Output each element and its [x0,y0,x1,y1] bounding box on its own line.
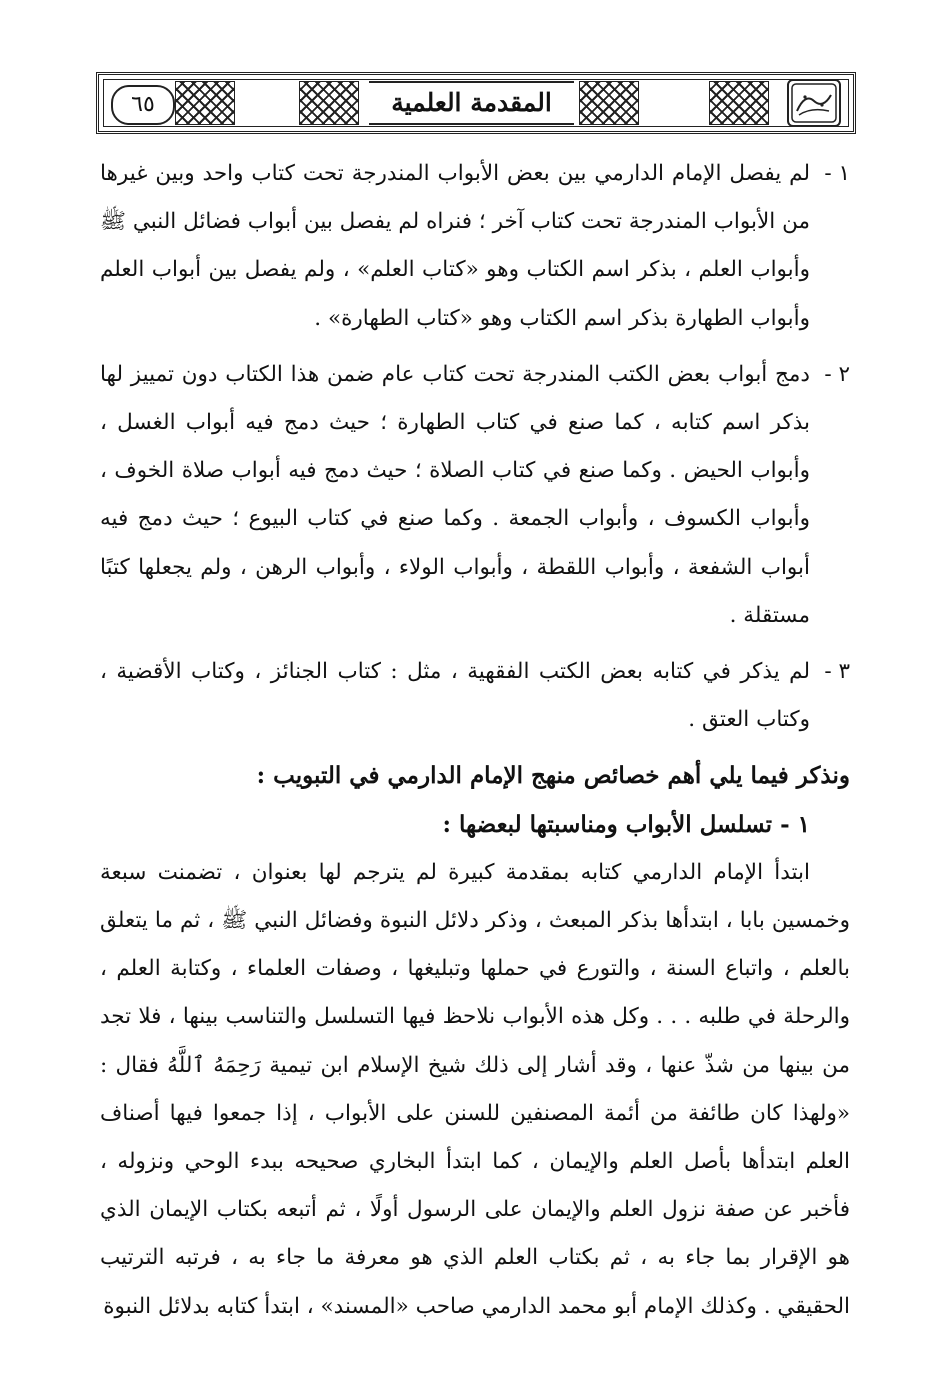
running-title: المقدمة العلمية [369,81,574,125]
ornament-right-icon [709,81,769,125]
list-item-number: ٣ - [824,659,850,685]
list-item [100,648,850,744]
page-body [100,150,850,1331]
body-paragraph: ابتدأ الإمام الدارمي كتابه بمقدمة كبيرة لم يترجم لها بعنوان ، تضمنت سبعة وخمسين بابا ، ابتدأها بذكر المبعث ، وذكر دلائل النبوة وفضائل النبي ﷺ ، ثم ما يتعلق بالعلم ، واتباع السنة ، والتورع في حملها وتبليغها ، وصفات العلماء ، وكتابة العلم ، والرحلة في طلبه . . . وكل هذه الأبواب نلاحظ فيها التسلسل والتناسب بينها ، فلا تجد من بينها من شذّ عنها ، وقد أشار إلى ذلك شيخ الإسلام ابن تيمية رَحِمَهُ ٱللَّهُ فقال : «ولهذا كان طائفة من أئمة المصنفين للسنن على الأبواب ، إذا جمعوا فيها أصناف العلم ابتدأها بأصل العلم والإيمان ، كما ابتدأ البخاري صحيحه ببدء الوحي ونزوله ، فأخبر عن صفة نزول العلم والإيمان على الرسول أولًا ، ثم أتبعه بكتاب الإيمان الذي هو الإقرار بما جاء به ، ثم بكتاب العلم الذي هو معرفة ما جاء به ، فرتبه الترتيب الحقيقي . وكذلك الإمام أبو محمد الدارمي صاحب «المسند» ، ابتدأ كتابه بدلائل النبوة [100,859,850,1319]
page-header [96,72,856,134]
list-item-text: لم يفصل الإمام الدارمي بين بعض الأبواب المندرجة تحت كتاب واحد وبين غيرها من الأبواب المندرجة تحت كتاب آخر ؛ فنراه لم يفصل بين أبواب فضائل النبي ﷺ وأبواب العلم ، بذكر اسم الكتاب وهو «كتاب العلم» ، ولم يفصل بين أبواب العلم وأبواب الطهارة بذكر اسم الكتاب وهو «كتاب الطهارة» . [100,161,810,331]
ornament-right-inner-icon [579,81,639,125]
publisher-logo-icon [787,79,841,127]
list-item-number: ١ - [824,161,850,186]
list-item-number: ٢ - [824,361,850,387]
list-item [100,351,850,640]
list-item [100,150,850,343]
list-item-text: لم يذكر في كتابه بعض الكتب الفقهية ، مثل : كتاب الجنائز ، وكتاب الأقضية ، وكتاب العتق . [100,659,810,733]
ornament-left-icon [175,81,235,125]
list-item-text: دمج أبواب بعض الكتب المندرجة تحت كتاب عام ضمن هذا الكتاب دون تمييز لها بذكر اسم كتابه ، كما صنع في كتاب الطهارة ؛ حيث دمج فيه أبواب الغسل ، وأبواب الحيض . وكما صنع في كتاب الصلاة ؛ حيث دمج فيه أبواب صلاة الخوف ، وأبواب الكسوف ، وأبواب الجمعة . وكما صنع في كتاب البيوع ؛ حيث دمج فيه أبواب الشفعة ، وأبواب اللقطة ، وأبواب الولاء ، وأبواب الرهن ، ولم يجعلها كتبًا مستقلة . [100,361,810,628]
ornament-left-inner-icon [299,81,359,125]
subsection-heading: ١ - تسلسل الأبواب ومناسبتها لبعضها : [442,810,810,838]
page-number: ٦٥ [111,85,175,125]
section-heading: ونذكر فيما يلي أهم خصائص منهج الإمام الدارمي في التبويب : [256,762,850,790]
